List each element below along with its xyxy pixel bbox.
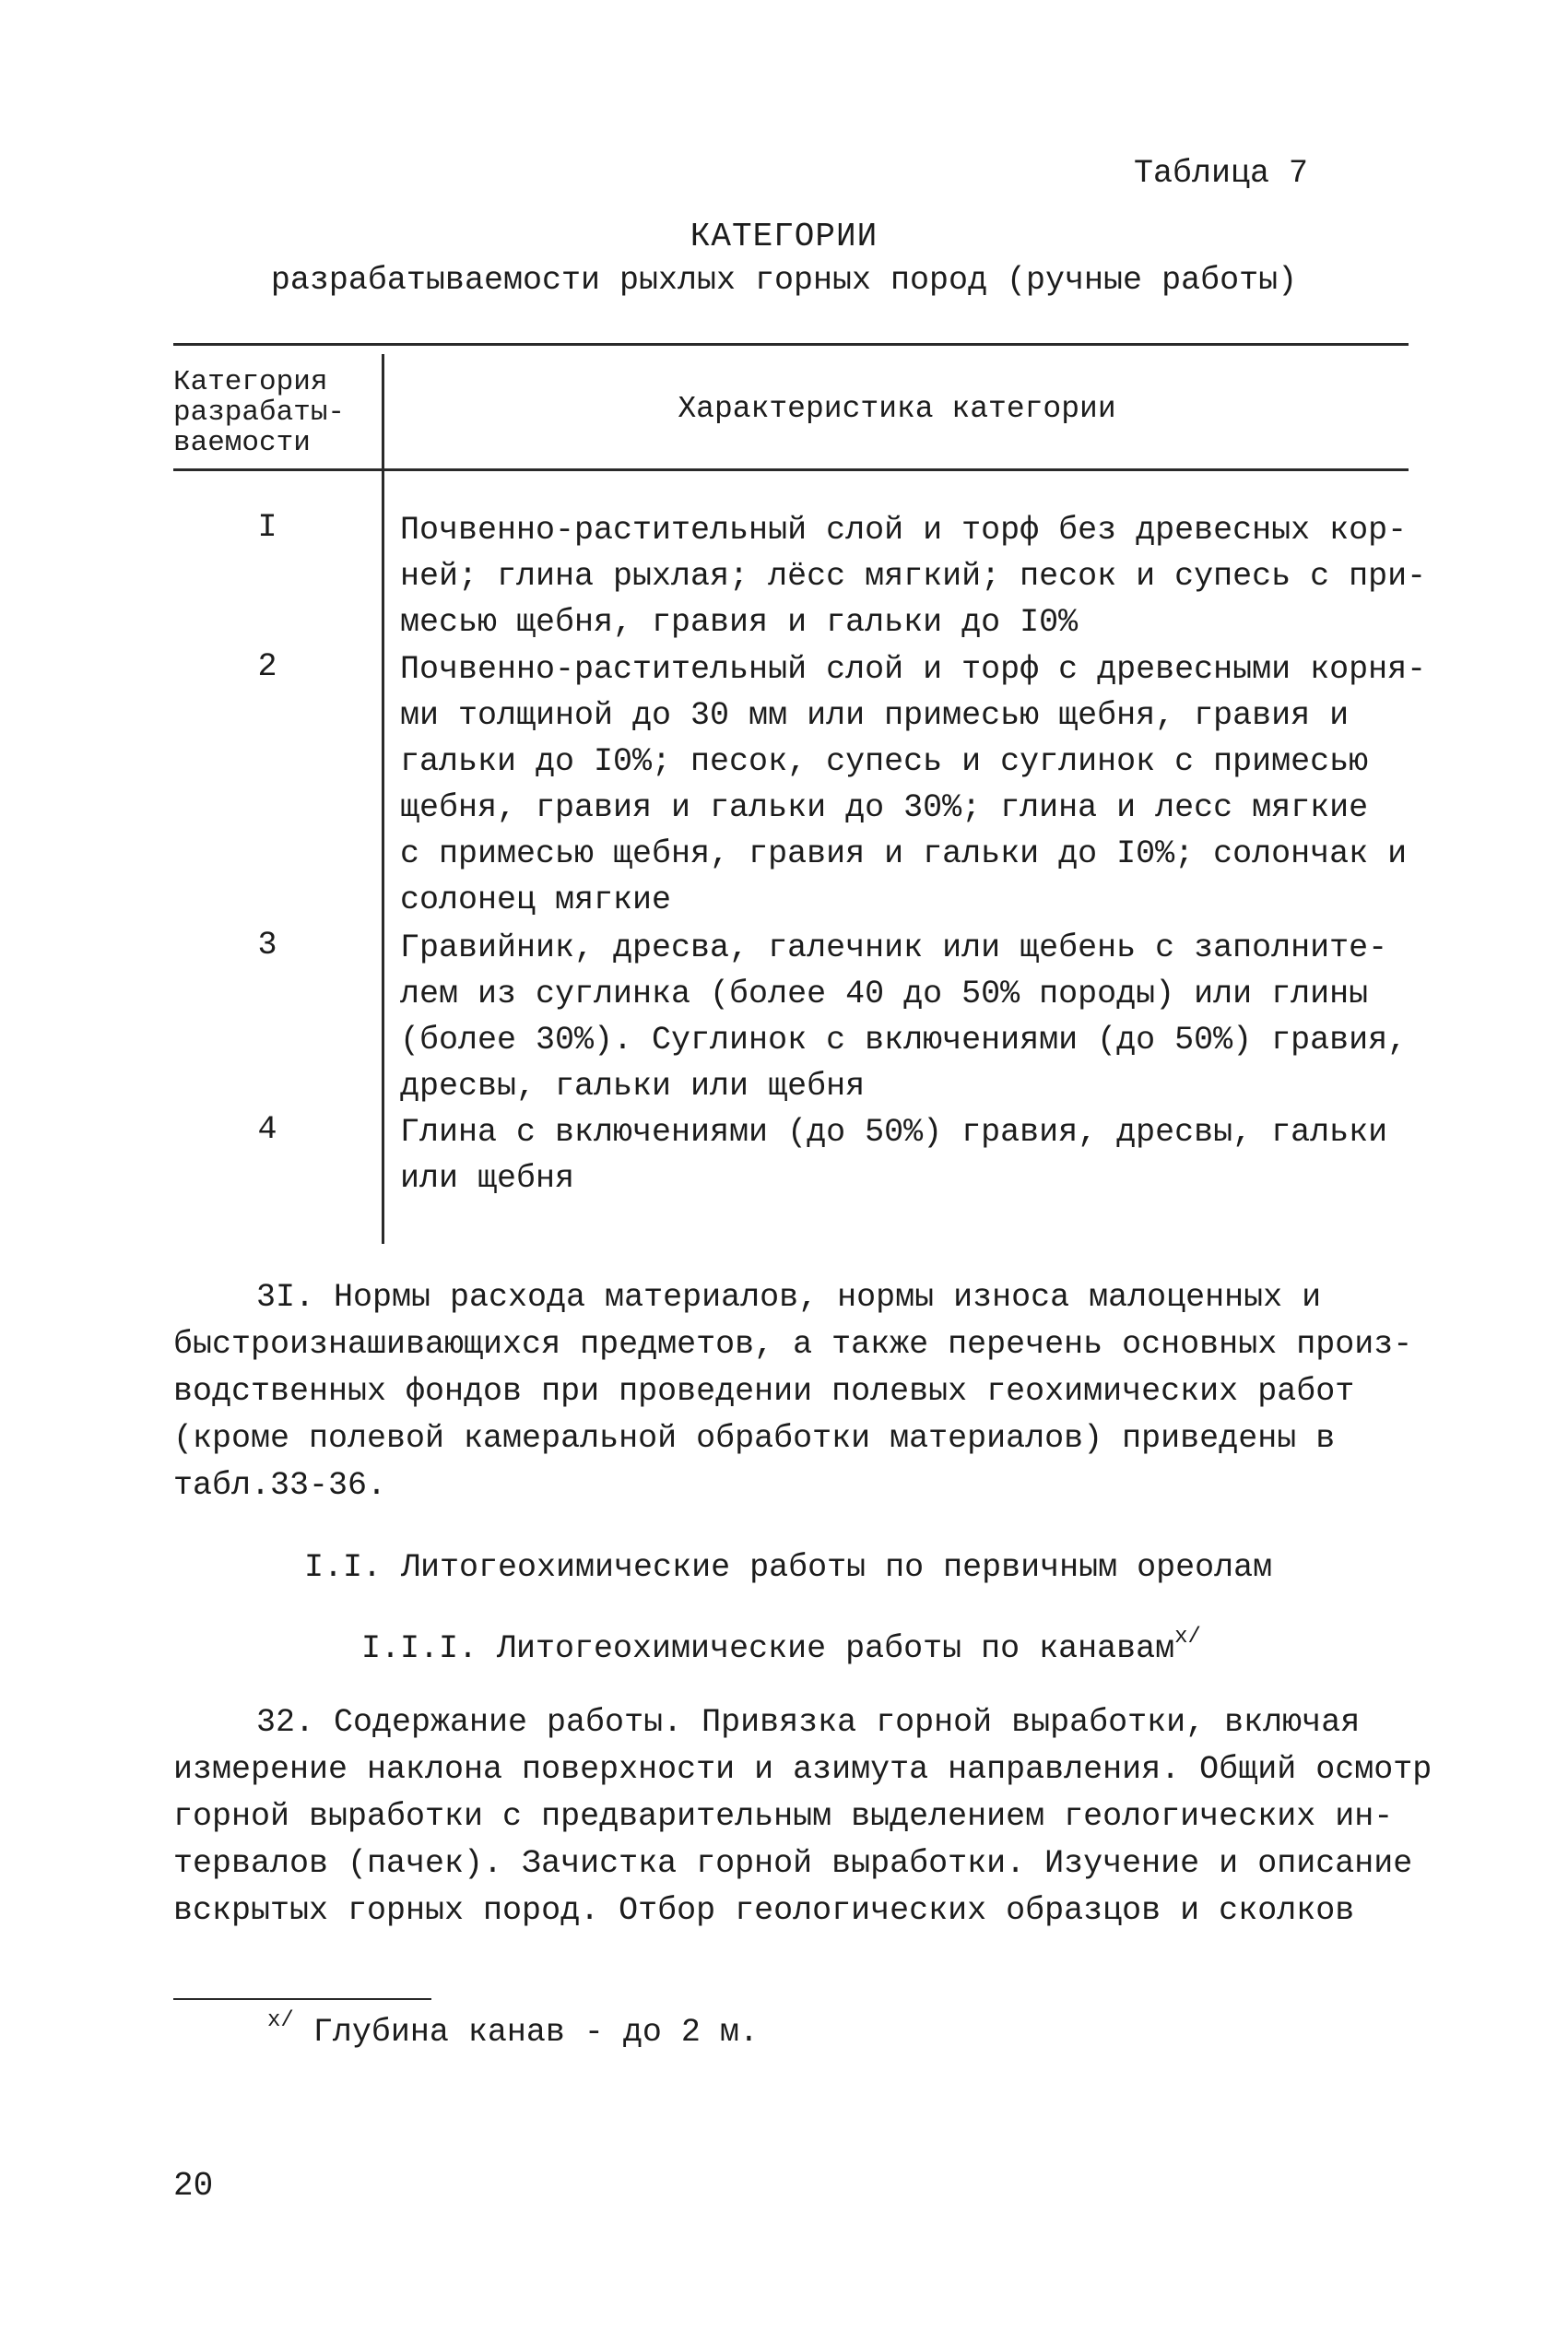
category-number: 3 [257,927,277,964]
column-header-category-line: Категория [173,366,328,398]
description-line: гальки до I0%; песок, супесь и суглинок с примесью [400,743,1369,780]
table-label: Таблица 7 [1134,155,1309,192]
paragraph-line: 32. Содержание работы. Привязка горной выработки, включая [256,1704,1361,1741]
paragraph-line: вскрытых горных пород. Отбор геологических образцов и сколков [173,1892,1355,1929]
category-description [400,646,1427,923]
paragraph-line: измерение наклона поверхности и азимута направления. Общий осмотр [173,1751,1432,1788]
category-number: 2 [257,648,277,685]
category-number: I [257,509,277,546]
paragraph-line: (кроме полевой камеральной обработки материалов) приведены в [173,1420,1336,1457]
category-description [400,1109,1423,1201]
paragraph-line: табл.33-36. [173,1467,387,1504]
paragraph-line: быстроизнашивающихся предметов, а также перечень основных произ- [173,1326,1413,1363]
table-title: КАТЕГОРИИ [690,218,878,255]
footnote-text: Глубина канав - до 2 м. [312,2014,759,2051]
column-header-characteristic: Характеристика категории [678,392,1116,426]
description-line: или щебня [400,1160,575,1197]
description-line: Почвенно-растительный слой и торф без древесных кор- [400,512,1408,549]
description-line: (более 30%). Суглинок с включениями (до 50%) гравия, [400,1022,1408,1059]
description-line: Почвенно-растительный слой и торф с древесными корня- [400,651,1427,688]
column-header-category-line: ваемости [173,427,311,459]
section-heading-text: I.I.I. Литогеохимические работы по канавам [361,1630,1175,1667]
page-number: 20 [173,2167,214,2205]
category-description [400,925,1423,1109]
description-line: ней; глина рыхлая; лёсс мягкий; песок и супесь с при- [400,558,1427,595]
section-heading-1-1-1 [361,1625,1201,1667]
category-number: 4 [257,1111,277,1148]
column-header-category-line: разрабаты- [173,396,346,429]
table-column-divider [382,354,384,1244]
description-line: щебня, гравия и гальки до 30%; глина и лесс мягкие [400,789,1369,826]
description-line: Гравийник, дресва, галечник или щебень с заполните- [400,929,1388,966]
paragraph-line: горной выработки с предварительным выделением геологических ин- [173,1798,1394,1835]
paragraph-line: водственных фондов при проведении полевых геохимических работ [173,1373,1355,1410]
footnote-mark: x/ [267,2008,294,2033]
description-line: солонец мягкие [400,882,672,918]
table-header-rule [173,468,1409,471]
description-line: Глина с включениями (до 50%) гравия, дресвы, гальки [400,1114,1388,1151]
footnote [267,2008,759,2051]
description-line: дресвы, гальки или щебня [400,1068,866,1105]
footnote-separator [173,1998,431,2000]
category-description [400,507,1427,645]
paragraph-32 [173,1699,1432,1935]
description-line: лем из суглинка (более 40 до 50% породы) или глины [400,976,1369,1012]
paragraph-line: 3I. Нормы расхода материалов, нормы износа малоценных и [256,1279,1322,1316]
column-header-category [173,367,376,458]
paragraph-31 [173,1274,1412,1509]
description-line: месью щебня, гравия и гальки до I0% [400,604,1079,641]
section-heading-1-1: I.I. Литогеохимические работы по первичным ореолам [304,1549,1273,1586]
description-line: ми толщиной до 30 мм или примесью щебня, гравия и [400,697,1350,734]
table-subtitle: разрабатываемости рыхлых горных пород (ручные работы) [270,262,1298,299]
footnote-reference-mark: x/ [1174,1625,1201,1650]
table-top-rule [173,343,1409,346]
description-line: с примесью щебня, гравия и гальки до I0%; солончак и [400,835,1408,872]
paragraph-line: тервалов (пачек). Зачистка горной выработки. Изучение и описание [173,1845,1413,1882]
